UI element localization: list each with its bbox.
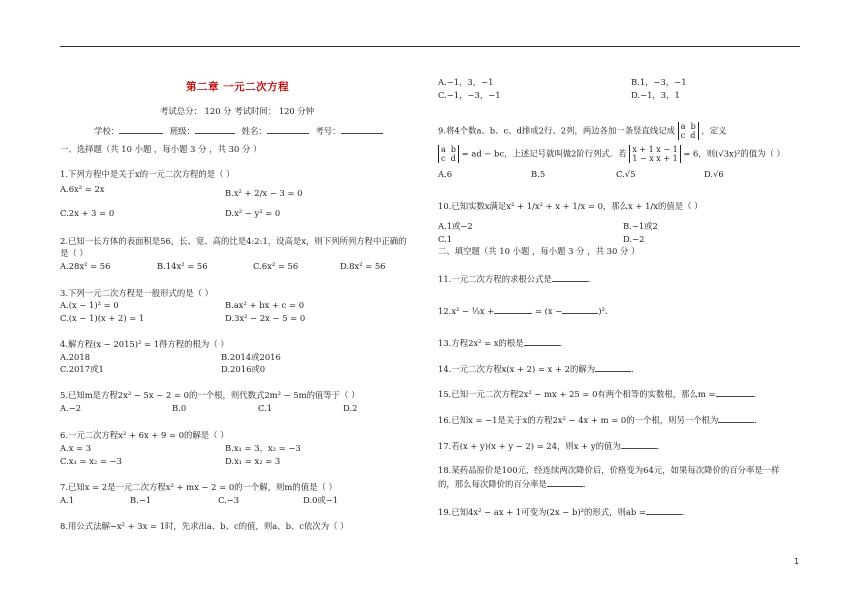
q5-option-d[interactable]: D.2 [343, 403, 358, 413]
q8-option-c[interactable]: C.−1，−3，−1 [438, 90, 501, 100]
q8-option-d[interactable]: D.−1，3，1 [631, 90, 680, 100]
q9-stem-text: 9.将4个数a、b、c、d排成2行、2列，两边各加一条竖直线记成 [438, 125, 676, 136]
q3-option-c[interactable]: C.(x − 1)(x + 2) = 1 [60, 313, 145, 323]
q15-period: ． [753, 389, 762, 399]
class-field[interactable] [195, 124, 235, 134]
q17-period: ． [656, 441, 666, 451]
q12-blank-1[interactable] [494, 304, 532, 314]
student-info-row [94, 124, 383, 137]
q17-text: 17.若(x + y)(x + y − 2) = 24，则x + y的值为 [438, 441, 621, 451]
q12-text-a: 12.x² − ⅓x + [438, 306, 495, 316]
q10-stem: 10.已知实数x满足x² + 1/x² + x + 1/x = 0，那么x + 1/x的值是（ ） [438, 201, 703, 211]
name-label: 姓名： [241, 126, 267, 136]
q7-option-c[interactable]: C.−3 [218, 495, 240, 505]
q10-option-d[interactable]: D.−2 [623, 234, 645, 244]
q12-text-b: = (x − [534, 306, 563, 316]
q19 [438, 505, 690, 518]
q13-text: 13.方程2x² = x的根是 [438, 338, 524, 348]
q9-stem-tail: = 6，则(√3x)²的值为（ ） [683, 148, 785, 159]
section1-heading: 一、选择题（共 10 小题 ，每小题 3 分 ，共 30 分 ） [60, 144, 262, 154]
q4-option-d[interactable]: D.2016或0 [221, 364, 266, 374]
q3-stem: 3.下列一元二次方程是一般形式的是（ ） [60, 288, 214, 298]
q16-answer-blank[interactable] [718, 413, 754, 423]
q2-option-d[interactable]: D.8x² = 56 [340, 261, 386, 271]
q15-text: 15.已知一元二次方程2x² − mx + 25 = 0有两个相等的实数根，那么m = [438, 389, 716, 399]
q14-period: ． [631, 364, 640, 374]
q14 [438, 362, 639, 375]
q9-determinant-definition [438, 145, 459, 163]
q6-option-b[interactable]: B.x₁ = 3，x₂ = −3 [225, 443, 301, 453]
q5-option-b[interactable]: B.0 [172, 403, 187, 413]
q2-option-c[interactable]: C.6x² = 56 [253, 261, 299, 271]
q9-def-c: c [441, 154, 446, 163]
q9-determinant-symbol [678, 122, 699, 140]
q8-option-b[interactable]: B.1，−3，−1 [631, 77, 687, 87]
q3-option-d[interactable]: D.3x² − 2x − 5 = 0 [225, 313, 306, 323]
q9-stem-line1 [438, 122, 726, 140]
q1-option-d[interactable]: D.x² − y² = 0 [225, 208, 281, 218]
q8-option-a[interactable]: A.−1，3，−1 [438, 77, 494, 87]
q19-text: 19.已知4x² − ax + 1可变为(2x − b)²的形式，则ab = [438, 507, 646, 517]
q12-text-c: )². [598, 306, 608, 316]
q6-option-a[interactable]: A.x = 3 [60, 443, 92, 453]
q16-text: 16.已知x = −1是关于x的方程2x² − 4x + m = 0的一个根，则另一个根为 [438, 415, 719, 425]
q3-option-a[interactable]: A.(x − 1)² = 0 [60, 300, 119, 310]
q8-stem: 8.用公式法解−x² + 3x = 1时，先求出a、b、c的值，则a、b、c依次为（ ） [60, 521, 349, 531]
page-title: 第二章 一元二次方程 [186, 81, 290, 93]
q15 [438, 387, 762, 400]
q13-period: ． [559, 338, 569, 348]
q9-option-a[interactable]: A.6 [438, 169, 453, 179]
q9-option-b[interactable]: B.5 [531, 169, 546, 179]
q17 [438, 439, 665, 452]
q6-option-c[interactable]: C.x₁ = x₂ = −3 [60, 456, 122, 466]
q9-def-d: d [450, 154, 456, 163]
q18-answer-blank[interactable] [547, 477, 583, 487]
q11-answer-blank[interactable] [552, 272, 588, 282]
q12 [438, 304, 608, 317]
q7-option-a[interactable]: A.1 [60, 495, 75, 505]
q6-option-d[interactable]: D.x₁ = x₂ = 3 [225, 456, 281, 466]
q7-stem: 7.已知x = 2是一元二次方程x² + mx − 2 = 0的一个解，则m的值是（ ） [60, 482, 337, 492]
school-field[interactable] [119, 124, 163, 134]
q18-line2 [438, 477, 591, 490]
q16 [438, 413, 763, 426]
q4-option-c[interactable]: C.2017或1 [60, 364, 104, 374]
q7-option-b[interactable]: B.−1 [130, 495, 152, 505]
q4-stem: 4.解方程(x − 2015)² = 1得方程的根为（ ） [60, 339, 229, 349]
q9-eq-c: 1 − x [632, 154, 654, 163]
school-label: 学校： [94, 126, 120, 136]
q9-stem-mid: = ad − bc，上述记号就叫做2阶行列式．若 [461, 148, 627, 159]
q1-option-a[interactable]: A.6x² = 2x [60, 184, 105, 194]
q9-eq-d: x + 1 [656, 154, 678, 163]
exam-no-label: 考号： [315, 126, 341, 136]
q5-option-c[interactable]: C.1 [258, 403, 273, 413]
q15-answer-blank[interactable] [716, 387, 754, 397]
exam-info: 考试总分： 120 分 考试时间： 120 分钟 [160, 106, 315, 116]
q9-det-a: a [680, 122, 686, 131]
q9-eq-b: x − 1 [656, 145, 678, 154]
name-field[interactable] [267, 124, 309, 134]
q5-stem: 5.已知m是方程2x² − 5x − 2 = 0的一个根，则代数式2m² − 5m的值等于（ ） [60, 390, 360, 400]
q9-option-c[interactable]: C.√5 [616, 169, 636, 179]
q2-option-b[interactable]: B.14x² = 56 [157, 261, 208, 271]
q1-option-b[interactable]: B.x² + 2/x − 3 = 0 [225, 188, 303, 198]
q9-determinant-equation [629, 145, 680, 163]
q9-def-a: a [441, 145, 446, 154]
q18-period: ． [582, 479, 592, 489]
q18-text: 的，那么每次降价的百分率是 [438, 479, 547, 489]
q9-det-b: b [690, 122, 696, 131]
q9-option-d[interactable]: D.√6 [704, 169, 724, 179]
q19-answer-blank[interactable] [646, 505, 682, 515]
q17-answer-blank[interactable] [621, 439, 657, 449]
class-label: 班级： [169, 126, 195, 136]
q6-stem: 6.一元二次方程x² + 6x + 9 = 0的解是（ ） [60, 430, 229, 440]
q18-line1: 18.某药品原价是100元，经连续两次降价后，价格变为64元，如果每次降价的百分率是一样 [438, 465, 780, 475]
q12-blank-2[interactable] [562, 304, 598, 314]
q2-option-a[interactable]: A.28x² = 56 [60, 261, 111, 271]
q9-def-b: b [450, 145, 456, 154]
q4-option-a[interactable]: A.2018 [60, 352, 91, 362]
q4-option-b[interactable]: B.2014或2016 [221, 352, 281, 362]
q13-answer-blank[interactable] [524, 336, 560, 346]
q1-stem: 1.下列方程中是关于x的一元二次方程的是（ ） [60, 169, 235, 179]
header-rule [60, 46, 800, 47]
q11 [438, 272, 596, 285]
q14-answer-blank[interactable] [595, 362, 631, 372]
exam-no-field[interactable] [341, 124, 383, 134]
q10-option-b[interactable]: B.−1或2 [623, 221, 658, 231]
q13 [438, 336, 568, 349]
q1-option-c[interactable]: C.2x + 3 = 0 [60, 208, 115, 218]
q11-period: ． [587, 274, 597, 284]
q19-period: ． [681, 507, 691, 517]
q16-period: ． [754, 415, 763, 425]
q9-det-d: d [690, 131, 696, 140]
q7-option-d[interactable]: D.0或−1 [303, 495, 339, 505]
q3-option-b[interactable]: B.ax² + bx + c = 0 [225, 300, 305, 310]
q2-stem-line1: 2.已知一长方体的表面积是56，长、宽、高的比是4:2:1，设高是x，则下列所列方程中正确的 [60, 236, 407, 246]
q2-stem-line2: 是（ ） [60, 248, 88, 258]
q9-stem-line2 [438, 145, 785, 163]
q9-det-c: c [680, 131, 686, 140]
q5-option-a[interactable]: A.−2 [60, 403, 82, 413]
q9-stem-end: ，定义 [701, 125, 727, 136]
q9-eq-a: x + 1 [632, 145, 654, 154]
q11-text: 11.一元二次方程的求根公式是 [438, 274, 552, 284]
page-number: 1 [794, 557, 800, 566]
section2-heading: 二、填空题（共 10 小题 ，每小题 3 分 ，共 30 分 ） [438, 246, 640, 256]
q14-text: 14.一元二次方程x(x + 2) = x + 2的解为 [438, 364, 596, 374]
q10-option-c[interactable]: C.1 [438, 234, 453, 244]
q10-option-a[interactable]: A.1或−2 [438, 221, 473, 231]
